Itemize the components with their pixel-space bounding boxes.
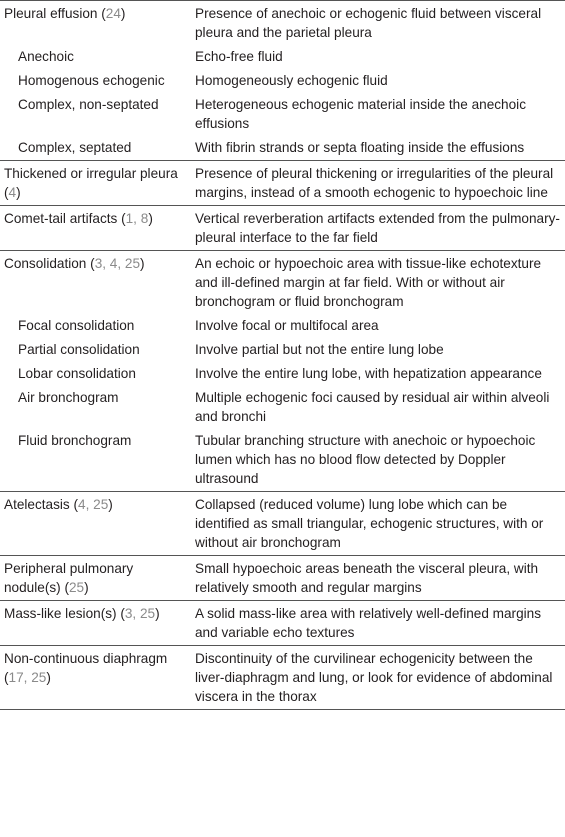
description-cell: An echoic or hypoechoic area with tissue-like echotexture and ill-defined margin at far field. With or without air bronchogram or fluid bronchogram [188, 251, 565, 315]
term-label: Partial consolidation [18, 342, 140, 357]
table-row [0, 69, 565, 93]
reference-numbers[interactable]: 17, 25 [8, 670, 47, 685]
table-row [0, 1, 565, 46]
reference-numbers[interactable]: 4 [8, 185, 17, 200]
description-cell: Tubular branching structure with anechoic or hypoechoic lumen which has no blood flow detected by Doppler ultrasound [195, 433, 536, 486]
term-cell [0, 338, 188, 362]
term-cell: Pleural effusion (24) [0, 1, 188, 46]
description-cell: A solid mass-like area with relatively well-defined margins and variable echo textures [188, 601, 565, 646]
description-cell: Presence of anechoic or echogenic fluid between visceral pleura and the parietal pleura [188, 1, 565, 46]
term-label: Air bronchogram [18, 390, 119, 405]
term-cell: Non-continuous diaphragm (17, 25) [0, 646, 188, 710]
description-cell: Discontinuity of the curvilinear echogenicity between the liver-diaphragm and lung, or look for evidence of abdominal viscera in the thorax [188, 646, 565, 710]
table-row [0, 556, 565, 601]
term-cell [0, 429, 188, 492]
reference-numbers[interactable]: 4, 25 [78, 497, 109, 512]
reference-numbers[interactable]: 3, 4, 25 [94, 256, 141, 271]
table-row [0, 362, 565, 386]
table-row [0, 136, 565, 161]
term-label: Atelectasis [4, 497, 70, 512]
term-label: Non-continuous diaphragm [4, 651, 168, 666]
term-label: Lobar consolidation [18, 366, 136, 381]
term-cell [0, 386, 188, 429]
term-cell [0, 69, 188, 93]
description-cell: Multiple echogenic foci caused by residual air within alveoli and bronchi [195, 390, 550, 424]
table-row [0, 161, 565, 206]
term-cell [0, 93, 188, 136]
description-cell: Vertical reverberation artifacts extended from the pulmonary-pleural interface to the far field [188, 206, 565, 251]
table-row [0, 206, 565, 251]
description-cell: Echo-free fluid [195, 49, 283, 64]
description-cell: Heterogeneous echogenic material inside the anechoic effusions [195, 97, 526, 131]
term-label: Fluid bronchogram [18, 433, 132, 448]
term-label: Focal consolidation [18, 318, 135, 333]
description-cell: Small hypoechoic areas beneath the visceral pleura, with relatively smooth and regular margins [188, 556, 565, 601]
table-row [0, 93, 565, 136]
term-label: Thickened or irregular pleura [4, 166, 178, 181]
table-row [0, 314, 565, 338]
term-label: Complex, non-septated [18, 97, 159, 112]
table-row [0, 45, 565, 69]
table-body [0, 1, 565, 710]
term-cell: Mass-like lesion(s) (3, 25) [0, 601, 188, 646]
table-row [0, 646, 565, 710]
term-label: Complex, septated [18, 140, 132, 155]
term-cell [0, 136, 188, 161]
term-label: Anechoic [18, 49, 74, 64]
table-row [0, 386, 565, 429]
term-cell: Thickened or irregular pleura (4) [0, 161, 188, 206]
description-cell: Involve partial but not the entire lung lobe [195, 342, 444, 357]
term-cell: Consolidation (3, 4, 25) [0, 251, 188, 315]
table-row [0, 601, 565, 646]
description-cell: With fibrin strands or septa floating inside the effusions [195, 140, 525, 155]
term-label: Comet-tail artifacts [4, 211, 118, 226]
term-cell: Peripheral pulmonary nodule(s) (25) [0, 556, 188, 601]
term-cell: Comet-tail artifacts (1, 8) [0, 206, 188, 251]
term-cell: Atelectasis (4, 25) [0, 492, 188, 556]
reference-numbers[interactable]: 25 [68, 580, 85, 595]
table-row [0, 429, 565, 492]
term-label: Peripheral pulmonary nodule(s) [4, 561, 134, 595]
description-cell: Homogeneously echogenic fluid [195, 73, 388, 88]
term-cell [0, 45, 188, 69]
term-cell [0, 314, 188, 338]
term-label: Consolidation [4, 256, 87, 271]
term-label: Pleural effusion [4, 6, 98, 21]
reference-numbers[interactable]: 1, 8 [125, 211, 149, 226]
table-row [0, 251, 565, 315]
description-cell: Presence of pleural thickening or irregularities of the pleural margins, instead of a smooth echogenic to hypoechoic line [188, 161, 565, 206]
description-cell: Collapsed (reduced volume) lung lobe which can be identified as small triangular, echogenic structures, with or without air bronchogram [188, 492, 565, 556]
term-label: Homogenous echogenic [18, 73, 165, 88]
table-row [0, 492, 565, 556]
term-label: Mass-like lesion(s) [4, 606, 117, 621]
term-cell [0, 362, 188, 386]
reference-numbers[interactable]: 3, 25 [124, 606, 156, 621]
description-cell: Involve focal or multifocal area [195, 318, 379, 333]
table-row [0, 338, 565, 362]
reference-numbers[interactable]: 24 [105, 6, 121, 21]
description-cell: Involve the entire lung lobe, with hepatization appearance [195, 366, 542, 381]
